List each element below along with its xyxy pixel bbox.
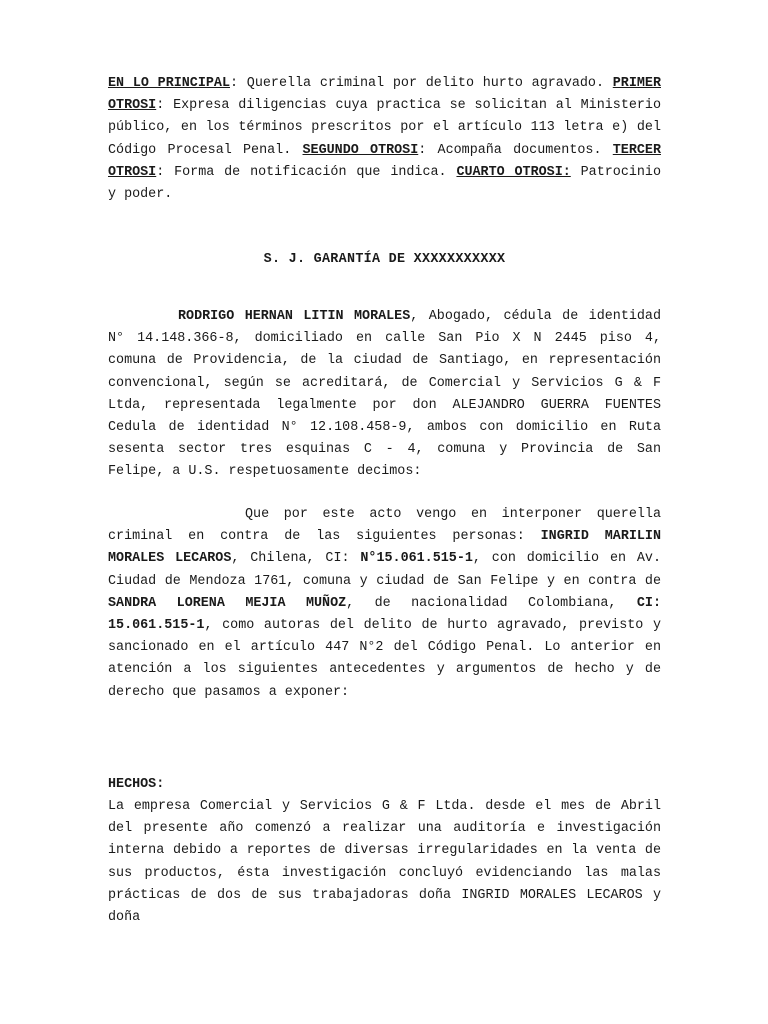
peticion-text-4: , de nacionalidad Colombiana, — [346, 595, 637, 611]
ci-label: CI: — [636, 595, 661, 611]
principal-label: EN LO PRINCIPAL — [108, 76, 230, 91]
principal-text: : Querella criminal por delito hurto agravado. — [230, 76, 604, 91]
cuarto-otrosi-text: Patrocinio y poder. — [108, 164, 661, 203]
querellante-name: RODRIGO HERNAN LITIN MORALES — [178, 309, 411, 324]
peticion-text-2: , Chilena, CI: — [231, 551, 361, 567]
peticion-text-3: , con domicilio en Av. Ciudad de Mendoza 1761, comuna y ciudad de San Felipe y en contra de — [108, 551, 661, 589]
querellada-1-ci: N°15.061.515-1 — [360, 551, 473, 567]
peticion-text-5: , como autoras del delito de hurto agravado, previsto y sancionado en el artículo 447 N°2 del Código Penal. Lo anterior en atención a los siguientes antecedentes y argumentos de hecho y de derecho que pasamos a exponer: — [108, 618, 661, 700]
segundo-otrosi-label: SEGUNDO OTROSI — [302, 142, 419, 158]
hechos-heading: HECHOS: — [108, 777, 165, 792]
court-title: S. J. GARANTÍA DE XXXXXXXXXXX — [263, 252, 506, 267]
peticion-text-1: Que por este acto vengo en interponer querella criminal en contra de las siguientes personas: — [108, 507, 661, 545]
tercer-otrosi-text: : Forma de notificación que indica. — [156, 164, 447, 180]
querellada-1-name: INGRID MARILIN MORALES LECAROS — [108, 529, 661, 567]
primer-otrosi-label: PRIMER OTROSI — [108, 76, 661, 114]
querellada-2-ci: 15.061.515-1 — [108, 618, 205, 634]
peticion-paragraph — [108, 504, 661, 704]
sumilla-section — [108, 73, 661, 206]
comparecencia-text: , Abogado, cédula de identidad N° 14.148.366-8, domiciliado en calle San Pio X N 2445 piso 4, comuna de Providencia, de la ciudad de Santiago, en representación convencional, según se acreditará, de Comercial y Servicios G & F Ltda, representada legalmente por don ALEJANDRO GUERRA FUENTES Cedula de identidad N° 12.108.458-9, ambos con domicilio en Ruta sesenta sector tres esquinas C - 4, comuna y Provincia de San Felipe, a U.S. respetuosamente decimos: — [108, 309, 662, 480]
querellada-2-name: SANDRA LORENA MEJIA MUÑOZ — [108, 595, 347, 611]
segundo-otrosi-text: : Acompaña documentos. — [418, 142, 602, 158]
cuarto-otrosi-label: CUARTO OTROSI: — [456, 164, 571, 180]
primer-otrosi-text: : Expresa diligencias cuya practica se solicitan al Ministerio público, en los términos prescritos por el artículo 113 letra e) del Código Procesal Penal. — [108, 98, 661, 158]
tercer-otrosi-label: TERCER OTROSI — [108, 142, 661, 180]
hechos-paragraph: La empresa Comercial y Servicios G & F Ltda. desde el mes de Abril del presente año comenzó a realizar una auditoría e investigación interna debido a reportes de diversas irregularidades en la venta de sus productos, ésta investigación concluyó evidenciando las malas prácticas de dos de sus trabajadoras doña INGRID MORALES LECAROS y doña — [108, 799, 661, 926]
comparecencia-paragraph — [108, 306, 661, 484]
